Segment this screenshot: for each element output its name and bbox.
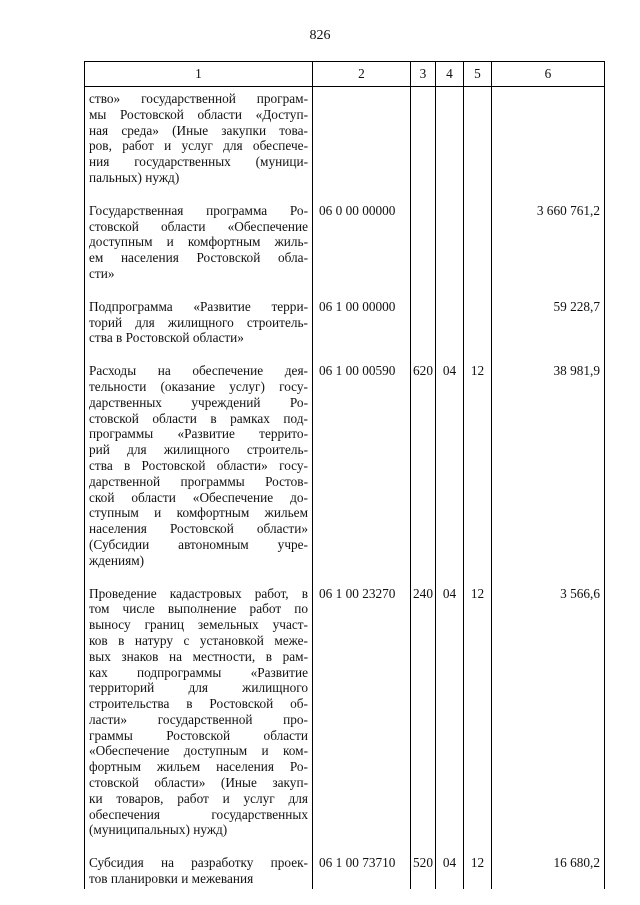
description-line: строительства в Ростовской об- — [89, 696, 308, 712]
description-line: Подпрограмма «Развитие терри- — [89, 298, 308, 314]
row-amount: 38 981,9 — [492, 363, 605, 585]
row-description — [85, 299, 313, 363]
table-row — [85, 586, 605, 856]
row-code: 06 1 00 73710 — [313, 855, 411, 889]
row-amount: 16 680,2 — [492, 855, 605, 889]
row-col-4: 04 — [436, 586, 464, 856]
description-line: (Субсидии автономным учре- — [89, 536, 308, 552]
row-col-3: 520 — [411, 855, 436, 889]
table-row — [85, 87, 605, 203]
row-amount: 3 566,6 — [492, 586, 605, 856]
description-line: выносу границ земельных участ- — [89, 617, 308, 633]
row-col-4: 04 — [436, 363, 464, 585]
description-line: ков в натуру с установкой меже- — [89, 632, 308, 648]
row-col-5: 12 — [464, 363, 492, 585]
row-col-4 — [436, 203, 464, 299]
column-header-6: 6 — [492, 62, 605, 87]
budget-table — [84, 61, 605, 889]
description-line: ства в Ростовской области» госу- — [89, 457, 308, 473]
description-line: тельности (оказание услуг) госу- — [89, 378, 308, 394]
description-line: ской области «Обеспечение до- — [89, 489, 308, 505]
column-header-5: 5 — [464, 62, 492, 87]
description-line: ния государственных (муници- — [89, 154, 308, 170]
row-col-5 — [464, 87, 492, 203]
description-line: Проведение кадастровых работ, в — [89, 585, 308, 601]
description-line: территорий для жилищного — [89, 680, 308, 696]
description-line: дарственной программы Ростов- — [89, 473, 308, 489]
description-line: пальных) нужд) — [89, 169, 180, 185]
description-line: мы Ростовской области «Доступ- — [89, 106, 308, 122]
row-col-5: 12 — [464, 586, 492, 856]
row-description — [85, 586, 313, 856]
description-line: стовской области «Обеспечение — [89, 218, 308, 234]
description-line: фортным жильем населения Ро- — [89, 759, 308, 775]
row-col-3 — [411, 299, 436, 363]
description-line: доступным и комфортным жиль- — [89, 234, 308, 250]
column-header-4: 4 — [436, 62, 464, 87]
row-description — [85, 855, 313, 889]
description-line: стовской области» (Иные закуп- — [89, 775, 308, 791]
row-description — [85, 87, 313, 203]
description-line: ная среда» (Иные закупки това- — [89, 122, 308, 138]
description-line: ступным и комфортным жильем — [89, 505, 308, 521]
table-row — [85, 855, 605, 889]
description-line: ласти» государственной про- — [89, 711, 308, 727]
description-line: ров, работ и услуг для обеспече- — [89, 138, 308, 154]
description-line: ство» государственной програм- — [89, 91, 308, 106]
description-line: том числе выполнение работ по — [89, 601, 308, 617]
row-description — [85, 363, 313, 585]
row-col-3 — [411, 203, 436, 299]
description-line: (муниципальных) нужд) — [89, 822, 228, 838]
description-line: Расходы на обеспечение дея- — [89, 363, 308, 379]
description-line: ках подпрограммы «Развитие — [89, 664, 308, 680]
description-line: Государственная программа Ро- — [89, 202, 308, 218]
description-line: сти» — [89, 265, 115, 281]
description-line: Субсидия на разработку проек- — [89, 855, 308, 871]
row-col-3 — [411, 87, 436, 203]
table-row — [85, 203, 605, 299]
row-code: 06 1 00 00000 — [313, 299, 411, 363]
description-line: обеспечения государственных — [89, 806, 308, 822]
description-line: вых знаков на местности, в рам- — [89, 648, 308, 664]
column-header-2: 2 — [313, 62, 411, 87]
description-line: программы «Развитие террито- — [89, 426, 308, 442]
description-line: ки товаров, работ и услуг для — [89, 790, 308, 806]
column-header-3: 3 — [411, 62, 436, 87]
row-col-3: 620 — [411, 363, 436, 585]
row-description — [85, 203, 313, 299]
row-amount: 3 660 761,2 — [492, 203, 605, 299]
row-code: 06 0 00 00000 — [313, 203, 411, 299]
row-col-4 — [436, 299, 464, 363]
row-code: 06 1 00 23270 — [313, 586, 411, 856]
description-line: ства в Ростовской области» — [89, 330, 244, 346]
row-amount — [492, 87, 605, 203]
description-line: граммы Ростовской области — [89, 727, 308, 743]
row-col-3: 240 — [411, 586, 436, 856]
table-row — [85, 299, 605, 363]
description-line: торий для жилищного строитель- — [89, 314, 308, 330]
description-line: тов планировки и межевания — [89, 871, 254, 887]
row-col-4: 04 — [436, 855, 464, 889]
row-col-5 — [464, 299, 492, 363]
description-line: стовской области в рамках под- — [89, 410, 308, 426]
description-line: ем населения Ростовской обла- — [89, 250, 308, 266]
table-header-row — [85, 62, 605, 87]
row-col-5 — [464, 203, 492, 299]
row-col-4 — [436, 87, 464, 203]
table-body — [85, 87, 605, 889]
description-line: «Обеспечение доступным и ком- — [89, 743, 308, 759]
description-line: рий для жилищного строитель- — [89, 442, 308, 458]
column-header-1: 1 — [85, 62, 313, 87]
table-row — [85, 363, 605, 585]
description-line: населения Ростовской области» — [89, 521, 308, 537]
row-amount: 59 228,7 — [492, 299, 605, 363]
description-line: ждениям) — [89, 552, 145, 568]
row-code: 06 1 00 00590 — [313, 363, 411, 585]
row-col-5: 12 — [464, 855, 492, 889]
description-line: дарственных учреждений Ро- — [89, 394, 308, 410]
row-code — [313, 87, 411, 203]
page-number: 826 — [309, 28, 331, 43]
